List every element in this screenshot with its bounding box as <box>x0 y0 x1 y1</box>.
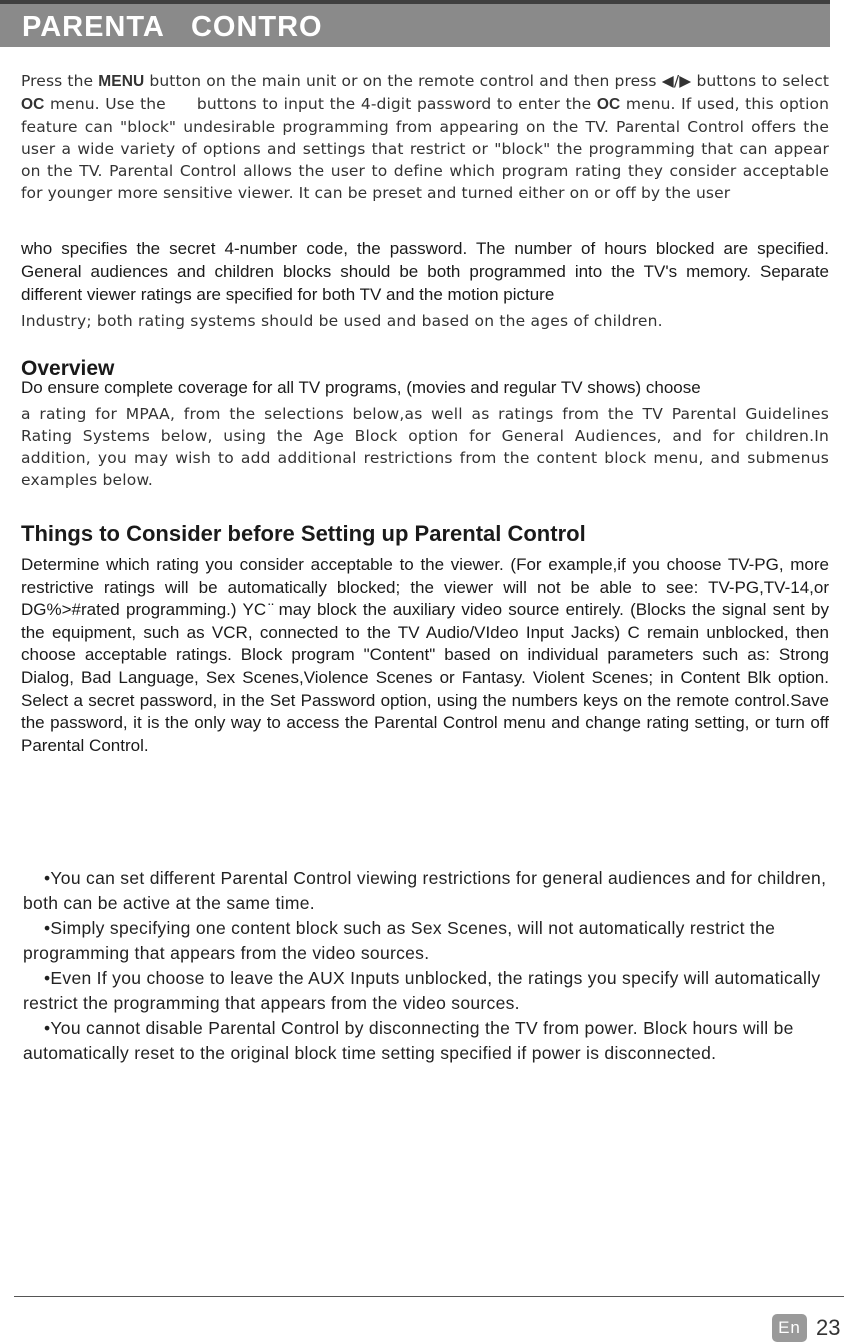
intro-buttons-input: buttons to input the 4-digit password to enter the <box>191 95 597 113</box>
page-title: PARENTA CONTRO <box>22 11 323 43</box>
note-item: •Even If you choose to leave the AUX Inputs unblocked, the ratings you specify will automatically restrict the programming that appears from the video sources. <box>23 968 821 1013</box>
section-banner <box>0 4 830 47</box>
intro-paragraph <box>21 70 829 204</box>
oc-menu-label-2: OC <box>596 96 621 113</box>
oc-menu-label: OC <box>21 96 45 113</box>
things-heading: Things to Consider before Setting up Parental Control <box>21 521 586 546</box>
note-item: •You can set different Parental Control viewing restrictions for general audiences and for children, both can be active at the same time. <box>23 868 827 913</box>
language-badge: En <box>772 1314 807 1342</box>
things-body: Determine which rating you consider acceptable to the viewer. (For example,if you choose TV-PG, more restrictive ratings will be automatically blocked; the viewer will not be able to see: TV-PG,TV-14,or DG%>#rated programming.) YC ̈ may block the auxiliary video source entirely. (Blocks the signal sent by the equipment, such as VCR, connected to the TV Audio/VIdeo Input Jacks) C remain unblocked, then choose acceptable ratings. Block program "Content" based on individual parameters such as: Strong Dialog, Bad Language, Sex Scenes,Violence Scenes or Fantasy. Violent Scenes; in Content Blk option. Select a secret password, in the Set Password option, using the numbers keys on the remote control.Save the password, it is the only way to access the Parental Control menu and change rating setting, or turn off Parental Control. <box>21 555 829 755</box>
intro-press-the: Press the <box>21 72 99 90</box>
note-item: •Simply specifying one content block such as Sex Scenes, will not automatically restrict the programming that appears from the video sources. <box>23 918 776 963</box>
menu-key-label: MENU <box>98 73 145 90</box>
page-number: 23 <box>816 1315 841 1340</box>
overview-lead: Do ensure complete coverage for all TV programs, (movies and regular TV shows) choose <box>21 378 701 397</box>
overview-heading: Overview <box>21 357 115 380</box>
intro-use-the: menu. Use the <box>44 95 172 113</box>
intro-dark-paragraph: who specifies the secret 4-number code, the password. The number of hours blocked are specified. General audiences and children blocks should be both programmed into the TV's memory. Separate different viewer ratings are specified for both TV and the motion picture <box>21 239 829 304</box>
intro-end-line: Industry; both rating systems should be used and based on the ages of children. <box>21 312 663 330</box>
overview-body: a rating for MPAA, from the selections below,as well as ratings from the TV Parental Guidelines Rating Systems below, using the Age Block option for General Audiences, and for children.In addition, you may wish to add additional restrictions from the content block menu, and submenus examples below. <box>21 405 829 489</box>
footer-rule <box>14 1296 844 1297</box>
intro-after-menu: button on the main unit or on the remote control and then press ◀/▶ buttons to select <box>144 72 829 90</box>
notes-list <box>23 866 831 1066</box>
note-item: •You cannot disable Parental Control by disconnecting the TV from power. Block hours will be automatically reset to the original block time setting specified if power is disconnected. <box>23 1018 794 1063</box>
intro-rest: menu. If used, this option feature can "block" undesirable programming from appearing on the TV. Parental Control offers the user a wide variety of options and settings that restrict or "block" the programming that can appear on the TV. Parental Control allows the user to define which program rating they consider acceptable for younger more sensitive viewer. It can be preset and turned either on or off by the user <box>21 95 830 202</box>
